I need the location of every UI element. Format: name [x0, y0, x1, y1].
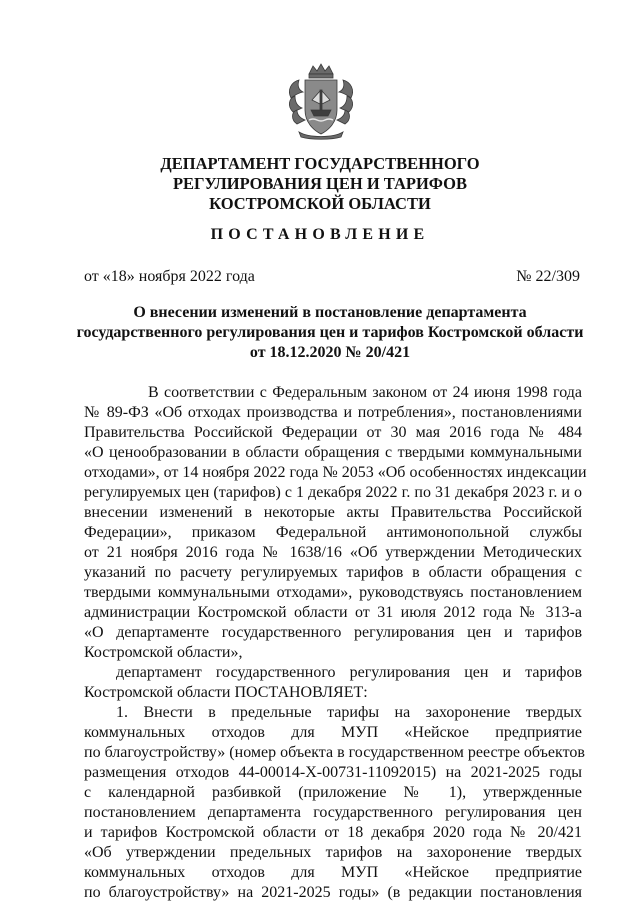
text-line: указаний по расчету регулируемых тарифов в области обращения с	[84, 564, 582, 581]
text-line: по благоустройству» (номер объекта в государственном реестре объектов	[84, 744, 585, 761]
text-line: коммунальных отходов для МУП «Нейское предприятие	[84, 724, 582, 741]
text-line: и тарифов Костромской области от 18 декабря 2020 года № 20/421	[84, 824, 582, 841]
text-line: Правительства Российской Федерации от 30 мая 2016 года № 484	[84, 424, 582, 441]
document-number: № 22/309	[516, 268, 580, 285]
text-line: департамент государственного регулирования цен и тарифов	[116, 664, 582, 681]
resolving-clause	[84, 663, 582, 703]
text-line: внесении изменений в некоторые акты Правительства Российской	[84, 504, 582, 521]
title-line: государственного регулирования цен и тарифов Костромской области	[76, 324, 584, 341]
text-line: от 21 ноября 2016 года № 1638/16 «Об утверждении Методических	[84, 544, 582, 561]
text-line: коммунальных отходов для МУП «Нейское предприятие	[84, 864, 582, 881]
department-line: КОСТРОМСКОЙ ОБЛАСТИ	[209, 194, 431, 213]
text-line: В соответствии с Федеральным законом от 24 июня 1998 года	[148, 384, 582, 401]
text-line: № 89-ФЗ «Об отходах производства и потребления», постановлениями	[84, 404, 582, 421]
text-line: отходами», от 14 ноября 2022 года № 2053 «Об особенностях индексации	[84, 464, 587, 481]
text-line: «Об утверждении предельных тарифов на захоронение твердых	[84, 844, 582, 861]
text-line: Федерации», приказом Федеральной антимонопольной службы	[84, 524, 582, 541]
text-line: администрации Костромской области от 31 июля 2012 года № 313-а	[84, 604, 582, 621]
text-line: постановлением департамента государственного регулирования цен	[84, 804, 582, 821]
document-type: ПОСТАНОВЛЕНИЕ	[210, 226, 430, 243]
text-line: 1. Внести в предельные тарифы на захоронение твердых	[116, 704, 582, 721]
text-line: регулируемых цен (тарифов) с 1 декабря 2022 г. по 31 декабря 2023 г. и о	[84, 484, 582, 501]
text-line: по благоустройству» на 2021-2025 годы» (в редакции постановления	[84, 884, 582, 901]
document-title	[70, 303, 590, 363]
text-line: твердыми коммунальными отходами», руководствуясь постановлением	[84, 584, 582, 601]
preamble-paragraph	[84, 383, 587, 663]
document-date: от «18» ноября 2022 года	[84, 268, 255, 285]
text-line: «О ценообразовании в области обращения с твердыми коммунальными	[84, 444, 582, 461]
title-line: от 18.12.2020 № 20/421	[249, 344, 411, 361]
title-line: О внесении изменений в постановление департамента	[133, 304, 527, 321]
text-line: Костромской области ПОСТАНОВЛЯЕТ:	[84, 684, 368, 701]
department-line: РЕГУЛИРОВАНИЯ ЦЕН И ТАРИФОВ	[172, 174, 468, 193]
department-name	[0, 154, 640, 214]
item-1-paragraph	[84, 703, 585, 903]
text-line: Костромской области»,	[84, 644, 243, 661]
text-line: «О департаменте государственного регулирования цен и тарифов	[84, 624, 582, 641]
text-line: с календарной разбивкой (приложение № 1), утвержденные	[84, 784, 582, 801]
text-line: размещения отходов 44-00014-Х-00731-11092015) на 2021-2025 годы	[84, 764, 582, 781]
department-line: ДЕПАРТАМЕНТ ГОСУДАРСТВЕННОГО	[160, 154, 480, 173]
coat-of-arms-emblem	[285, 60, 357, 140]
